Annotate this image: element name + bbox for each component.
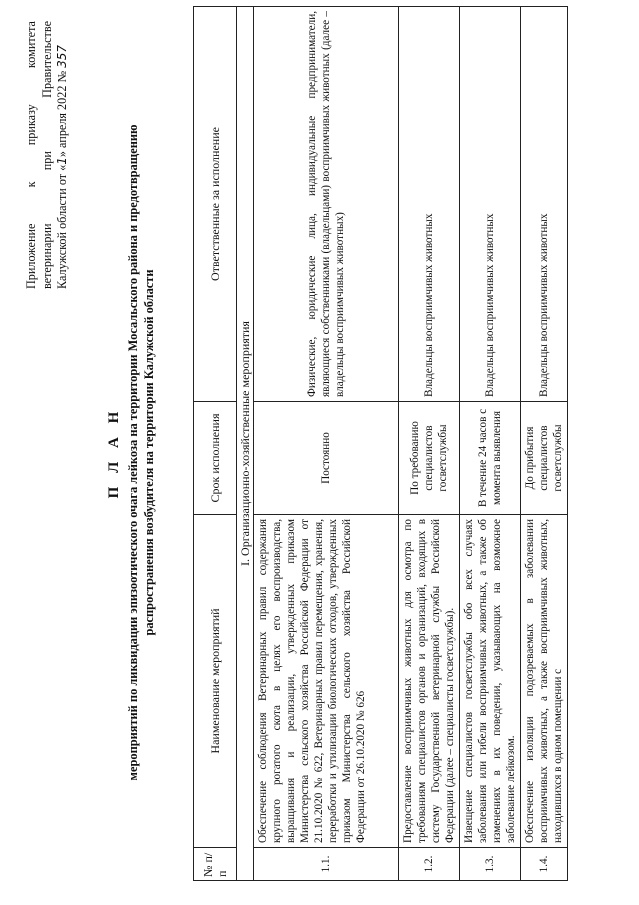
appendix-word: к — [24, 181, 38, 188]
table-row — [254, 7, 399, 881]
row-number: 1.4. — [521, 848, 568, 881]
row-measure: Извещение специалистов госветслужбы обо всех случаях заболевания или гибели восприимчивых животных, а также об изменениях в их поведении, указывающих на возможное заболевание лейкозом. — [460, 515, 521, 848]
appendix-word: приказу — [24, 104, 38, 146]
row-responsible: Владельцы восприимчивых животных — [399, 7, 460, 402]
header-responsible: Ответственные за исполнение — [194, 7, 237, 402]
row-term: До прибытия специалистов госветслужбы — [521, 402, 568, 515]
row-number: 1.1. — [254, 848, 399, 881]
row-responsible: Владельцы восприимчивых животных — [460, 7, 521, 402]
section-title: I. Организационно-хозяйственные мероприятия — [237, 7, 254, 881]
row-term: В течение 24 часов с момента выявления — [460, 402, 521, 515]
appendix-word: ветеринарии — [39, 223, 54, 289]
appendix-block — [24, 21, 71, 289]
appendix-line-2 — [40, 21, 56, 289]
row-measure: Обеспечение соблюдения Ветеринарных правил содержания крупного рогатого скота в целях его воспроизводства, выращивания и реализации, утвержденных приказом Министерства сельского хозяйства Российской Федерации от 21.10.2020 № 622, Ветеринарных правил перемещения, хранения, переработки и утилизации биологических отходов, утвержденных приказом Министерства сельского хозяйства Российской Федерации от 26.10.2020 № 626 — [254, 515, 399, 848]
row-number: 1.2. — [399, 848, 460, 881]
table-row — [521, 7, 568, 881]
appendix-line-1 — [24, 21, 40, 289]
plan-title: П Л А Н — [106, 406, 122, 499]
plan-table — [193, 6, 568, 881]
row-term: По требованию специалистов госветслужбы — [399, 402, 460, 515]
header-term: Срок исполнения — [194, 402, 237, 515]
appendix-day-handwritten: 1 — [55, 157, 69, 165]
plan-subtitle-line-2: распространения возбудителя на территории Калужской области — [142, 269, 156, 636]
table-row — [460, 7, 521, 881]
appendix-number-handwritten: 357 — [55, 44, 69, 68]
header-num: № п/п — [194, 848, 237, 881]
row-term: Постоянно — [254, 402, 399, 515]
row-responsible: Владельцы восприимчивых животных — [521, 7, 568, 402]
appendix-date-mid: » апреля 2022 № — [55, 70, 69, 158]
appendix-date-prefix: Калужской области от « — [55, 164, 69, 289]
appendix-word: Приложение — [24, 223, 38, 289]
row-measure: Предоставление восприимчивых животных для осмотра по требованиям специалистов органов и организаций, входящих в систему Государственной ветеринарной службы Российской Федерации (далее – специалисты госветслужбы). — [399, 515, 460, 848]
table-row — [399, 7, 460, 881]
plan-subtitle-line-1: мероприятий по ликвидации эпизоотического очага лейкоза на территории Мосальского района и предотвращению — [126, 124, 140, 781]
table-header-row — [194, 7, 237, 881]
section-row — [237, 7, 254, 881]
appendix-word: Правительстве — [39, 21, 54, 98]
appendix-line-3 — [55, 21, 71, 289]
appendix-word: комитета — [24, 21, 38, 69]
appendix-word: при — [39, 151, 54, 171]
row-number: 1.3. — [460, 848, 521, 881]
row-responsible: Физические, юридические лица, индивидуальные предприниматели, являющиеся собственниками (владельцами) восприимчивых животных (далее – владельцы восприимчивых животных) — [254, 7, 399, 402]
header-name: Наименование мероприятий — [194, 515, 237, 848]
row-measure: Обеспечение изоляции подозреваемых в заболевании восприимчивых животных, а также восприимчивых животных, находившихся в одном помещении с — [521, 515, 568, 848]
